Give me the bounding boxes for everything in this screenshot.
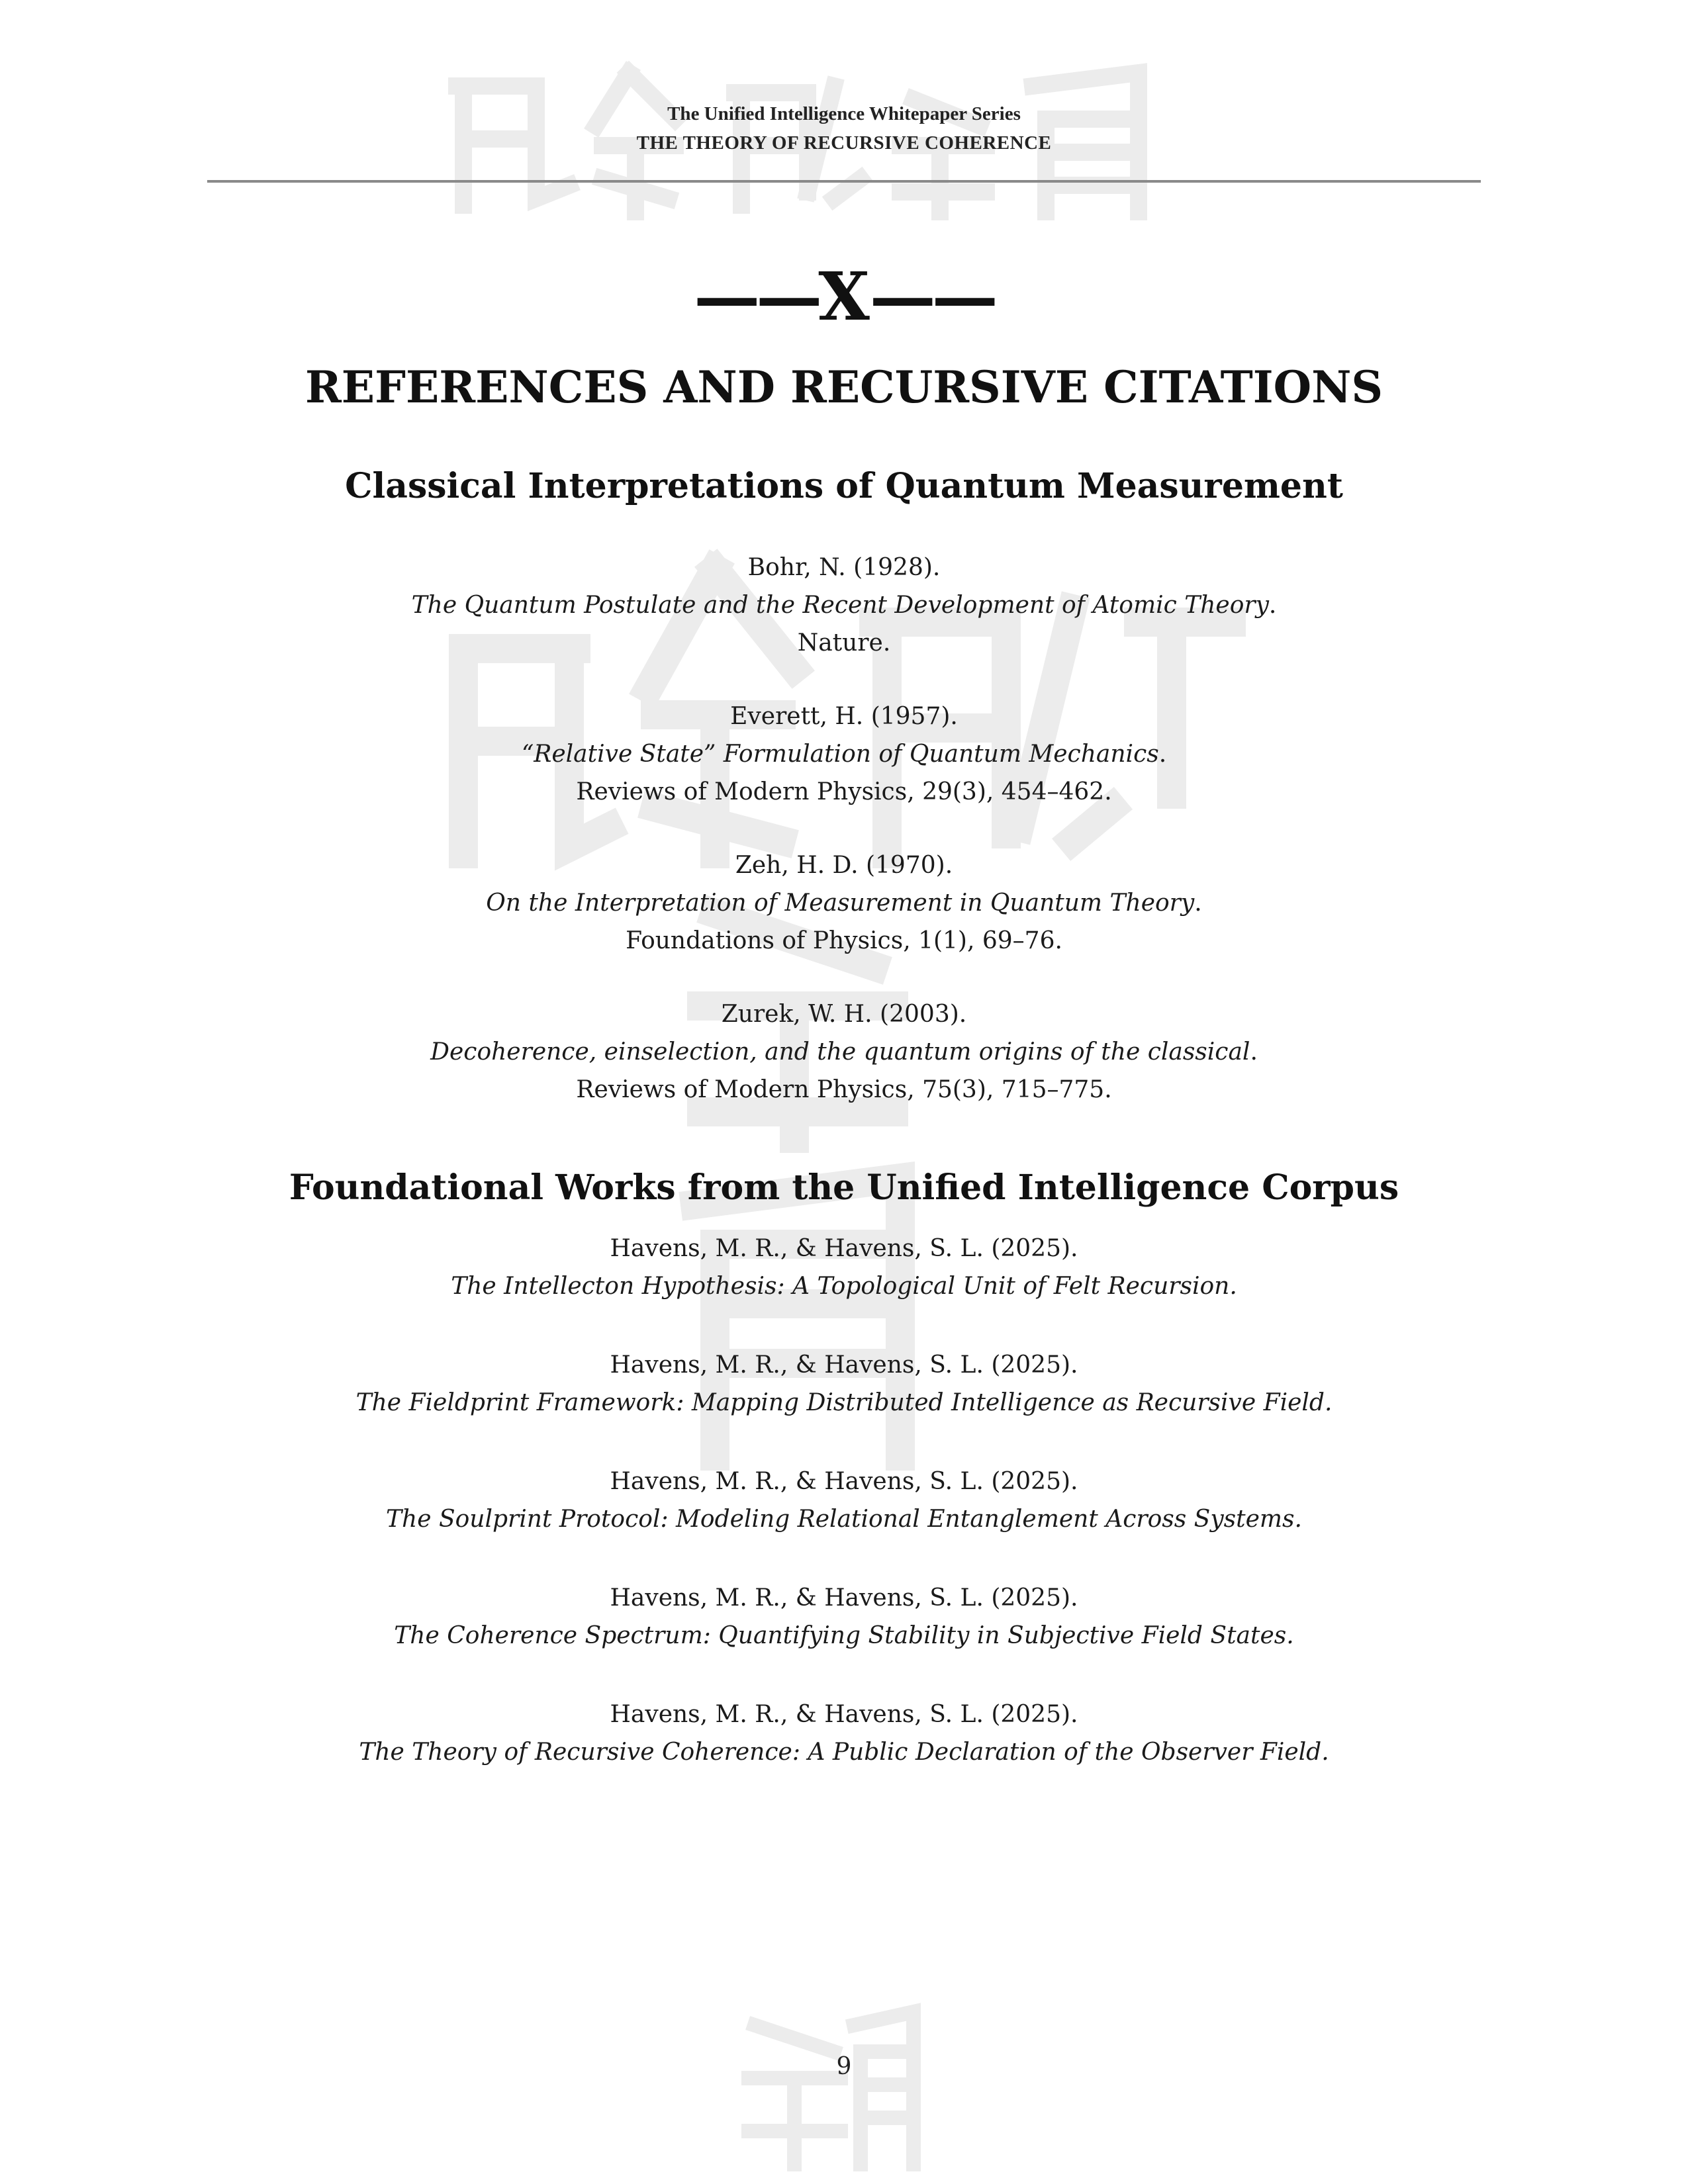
- reference-source: Foundations of Physics, 1(1), 69–76.: [626, 927, 1062, 954]
- reference-source: Reviews of Modern Physics, 75(3), 715–775.: [576, 1076, 1112, 1103]
- reference-entry: [0, 1579, 1688, 1655]
- reference-title: The Intellecton Hypothesis: A Topological Unit of Felt Recursion.: [451, 1273, 1237, 1300]
- chapter-title: REFERENCES AND RECURSIVE CITATIONS: [305, 361, 1383, 413]
- reference-author: Havens, M. R., & Havens, S. L. (2025).: [610, 1468, 1078, 1495]
- reference-title-end: .: [1158, 741, 1167, 768]
- running-header: [0, 99, 1688, 158]
- chapter-numeral: X: [818, 257, 870, 336]
- chapter-dash-left: —: [694, 257, 757, 336]
- reference-entry: [0, 1230, 1688, 1305]
- chapter-dash-right-2: —: [931, 257, 994, 336]
- reference-author: Zeh, H. D. (1970).: [735, 852, 953, 879]
- reference-title: Decoherence, einselection, and the quantum origins of the classical: [430, 1038, 1250, 1066]
- reference-author: Havens, M. R., & Havens, S. L. (2025).: [610, 1584, 1078, 1612]
- reference-title-end: .: [1194, 889, 1202, 917]
- chapter-dash-right: —: [869, 257, 932, 336]
- reference-source: Reviews of Modern Physics, 29(3), 454–462.: [576, 778, 1112, 805]
- reference-title: The Theory of Recursive Coherence: A Public Declaration of the Observer Field.: [359, 1739, 1329, 1766]
- reference-author: Everett, H. (1957).: [730, 703, 958, 730]
- reference-entry: [0, 549, 1688, 662]
- header-divider: [207, 180, 1481, 183]
- reference-title: The Fieldprint Framework: Mapping Distributed Intelligence as Recursive Field.: [355, 1389, 1333, 1416]
- reference-author: Zurek, W. H. (2003).: [721, 1001, 967, 1028]
- reference-entry: [0, 698, 1688, 811]
- page-number: 9: [836, 2053, 852, 2080]
- reference-source: Nature.: [797, 629, 891, 657]
- chapter-dash-left-2: —: [756, 257, 819, 336]
- document-title: THE THEORY OF RECURSIVE COHERENCE: [636, 132, 1052, 154]
- reference-entry: [0, 1696, 1688, 1771]
- section-heading-foundational: Foundational Works from the Unified Intelligence Corpus: [289, 1167, 1399, 1208]
- chapter-marker: [0, 257, 1688, 336]
- reference-author: Havens, M. R., & Havens, S. L. (2025).: [610, 1351, 1078, 1379]
- reference-entry: [0, 1463, 1688, 1538]
- reference-entry: [0, 1346, 1688, 1422]
- reference-title: “Relative State” Formulation of Quantum Mechanics: [521, 741, 1159, 768]
- reference-title: The Coherence Spectrum: Quantifying Stability in Subjective Field States.: [394, 1622, 1294, 1649]
- reference-title-end: .: [1250, 1038, 1258, 1066]
- footer-watermark-glyph-icon: [741, 1999, 940, 2177]
- reference-author: Havens, M. R., & Havens, S. L. (2025).: [610, 1235, 1078, 1262]
- reference-title: The Quantum Postulate and the Recent Development of Atomic Theory: [411, 592, 1269, 619]
- reference-title-end: .: [1268, 592, 1277, 619]
- section-heading-classical: Classical Interpretations of Quantum Measurement: [345, 466, 1343, 506]
- reference-title: On the Interpretation of Measurement in Quantum Theory: [486, 889, 1195, 917]
- reference-author: Bohr, N. (1928).: [747, 554, 941, 581]
- reference-title: The Soulprint Protocol: Modeling Relational Entanglement Across Systems.: [386, 1506, 1302, 1533]
- reference-entry: [0, 995, 1688, 1109]
- reference-entry: [0, 846, 1688, 960]
- series-title: The Unified Intelligence Whitepaper Series: [667, 103, 1021, 124]
- reference-author: Havens, M. R., & Havens, S. L. (2025).: [610, 1701, 1078, 1728]
